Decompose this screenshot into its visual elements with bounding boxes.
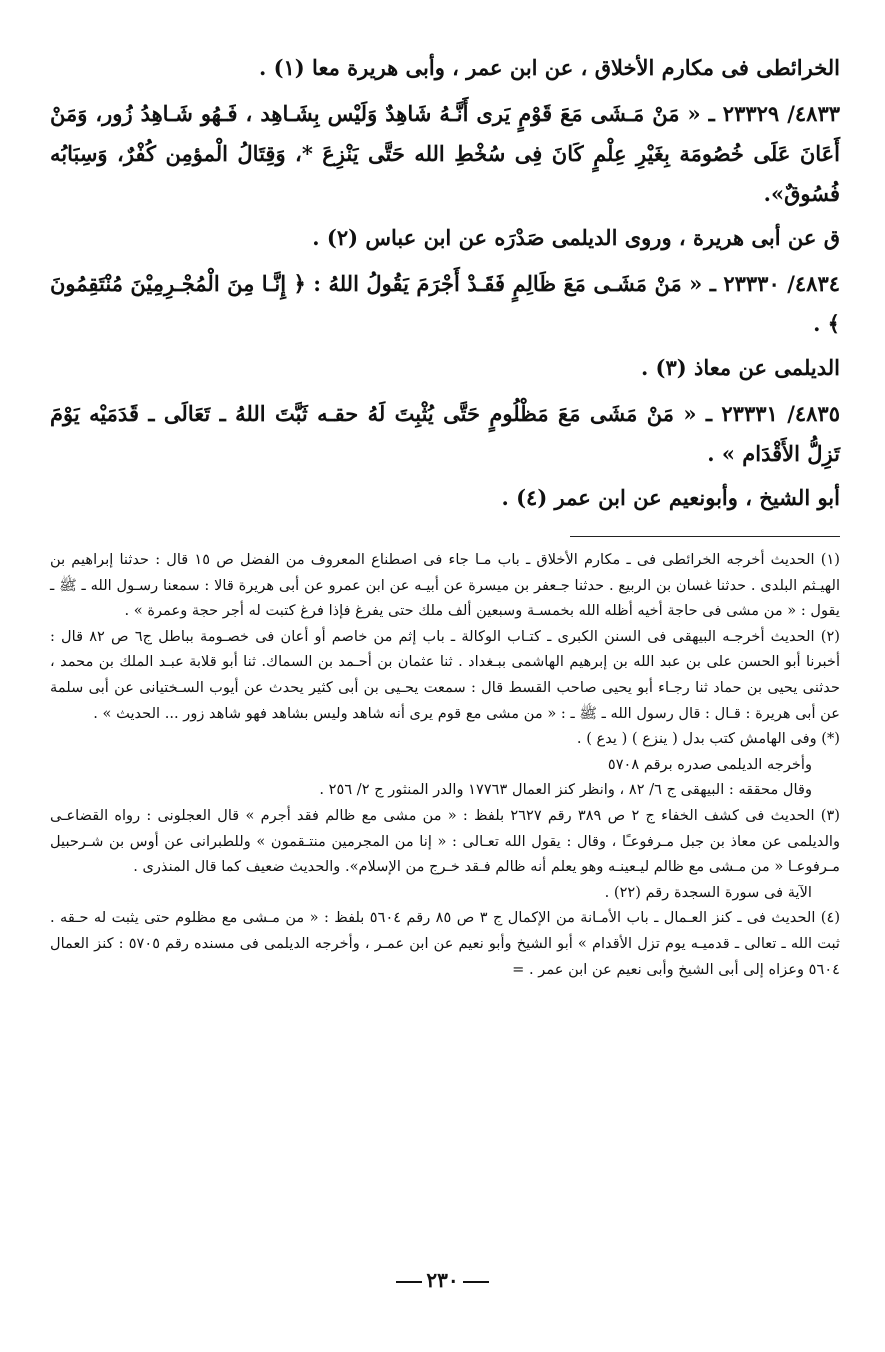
main-text [50,48,840,518]
hadith-entry: ٤٨٣٣/ ٢٣٣٢٩ ـ « مَنْ مَـشَى مَعَ قَوْمٍ يَرى أَنَّـهُ شَاهِدٌ وَلَيْس بِشَـاهِد ، فَـهُو شَـاهِدُ زُور، وَمَنْ أَعَانَ عَلَى خُصُومَة بِغَيْرِ عِلْمٍ كَانَ فِى سُخْطِ الله حَتَّى يَنْزِعَ *، وَقِتَالُ الْمؤمِن كُفْرٌ، وَسِبَابُه فُسُوقٌ». [50,101,841,206]
footnote: (*) وفى الهامش كتب بدل ( ينزع ) ( يدع ) . [576,730,840,748]
source-citation: ق عن أبى هريرة ، وروى الديلمى صَدْرَه عن ابن عباس (٢) . [312,225,840,250]
footnote: (٢) الحديث أخرجـه البيهقى فى السنن الكبرى ـ كتـاب الوكالة ـ باب إثم من خاصم أو أعان فى خصـومة بباطل ج٦ ص ٨٢ قال : أخبرنا أبو الحسن على بن عبد الله بن إبرهيم الهاشمى ببـغداد . ثنا عثمان بن أحـمد بن السماك. ثنا أبو قلابة عبـد الملك بن محمد ، حدثنى يحيى بن حماد ثنا رجـاء أبو يحيى صاحب القسط قال : سمعت يحـيى بن أبى كثير يحدث عن أيوب السـختيانى عن أبى سلمة عن أبى هريرة : قـال : قال رسول الله ـ ﷺ ـ : « من مشى مع قوم يرى أنه شاهد وليس بشاهد فهو شاهد زور ... الحديث » . [50,627,840,722]
page-number-dash [396,1281,422,1283]
page-number [0,1268,885,1292]
footnote: (١) الحديث أخرجه الخرائطى فى ـ مكارم الأخلاق ـ باب مـا جاء فى اصطناع المعروف من الفضل ص ١٥ قال : حدثنا إبراهيم بن الهيـثم البلدى . حدثنا غسان بن الربيع . حدثنا جـعفر بن ميسرة عن أبيـه عن ابن عمرو عن أبى هريرة قالا : سمعنا رسـول الله ـ ﷺ ـ يقول : « من مشى فى حاجة أخيه أظله الله بخمسـة وسبعين ألف ملك حتى يفرغ فإذا فرغ كتبت له أجر حجة وعمرة » . [50,551,840,620]
hadith-entry: ٤٨٣٥/ ٢٣٣٣١ ـ « مَنْ مَشَى مَعَ مَظْلُومٍ حَتَّى يُثْبِتَ لَهُ حقـه ثَبَّتَ اللهُ ـ تَعَالَى ـ قَدَمَيْه يَوْمَ تَزِلُّ الأَقْدَام » . [50,401,840,466]
page-number-dash [463,1281,489,1283]
footnote-continuation: الآية فى سورة السجدة رقم (٢٢) . [604,883,812,901]
footnote-continuation: وأخرجه الديلمى صدره برقم ٥٧٠٨ [607,755,812,773]
footnote-separator [570,536,840,537]
page-number-value: ٢٣٠ [426,1268,459,1292]
source-citation: الخرائطى فى مكارم الأخلاق ، عن ابن عمر ، وأبى هريرة معا (١) . [258,55,840,80]
footnotes [50,547,840,982]
source-citation: أبو الشيخ ، وأبونعيم عن ابن عمر (٤) . [501,485,840,510]
footnote: (٤) الحديث فى ـ كنز العـمال ـ باب الأمـانة من الإكمال ج ٣ ص ٨٥ رقم ٥٦٠٤ بلفظ : « من مـشى مع مظلوم حتى يثبت له حـقه . ثبت الله ـ تعالى ـ قدميـه يوم تزل الأقدام » أبو الشيخ وأبو نعيم عن ابن عمـر ، وأخرجه الديلمى فى مسنده رقم ٥٧٠٥ : كنز العمال ٥٦٠٤ وعزاه إلى أبى الشيخ وأبى نعيم عن ابن عمر . = [50,909,841,978]
book-page [50,44,840,982]
footnote: (٣) الحديث فى كشف الخفاء ج ٢ ص ٣٨٩ رقم ٢٦٢٧ بلفظ : « من مشى مع ظالم فقد أجرم » قال العجلونى : رواه القضاعـى والديلمى عن معاذ بن جبل مـرفوعـًا ، وقال : يقول الله تعـالى : « إنا من المجرمين منتـقمون » وللطبرانى عن أوس بن شـرحبيل مـرفوعـا « من مـشى مع ظالم ليـعينـه وهو يعلم أنه ظالم فـقد خـرج من الإسلام». والحديث ضعيف كما قال المنذرى . [50,806,840,876]
source-citation: الديلمى عن معاذ (٣) . [640,355,840,380]
hadith-entry: ٤٨٣٤/ ٢٣٣٣٠ ـ « مَنْ مَشَـى مَعَ ظَالِمٍ فَقَـدْ أَجْرَمَ يَقُولُ اللهُ : ﴿ إِنَّـا مِنَ الْمُجْـرِمِيْنَ مُنْتَقِمُونَ ﴾ . [50,271,841,336]
footnote-continuation: وقال محققه : البيهقى ج ٦/ ٨٢ ، وانظر كنز العمال ١٧٧٦٣ والدر المنثور ج ٢/ ٢٥٦ . [319,781,812,799]
